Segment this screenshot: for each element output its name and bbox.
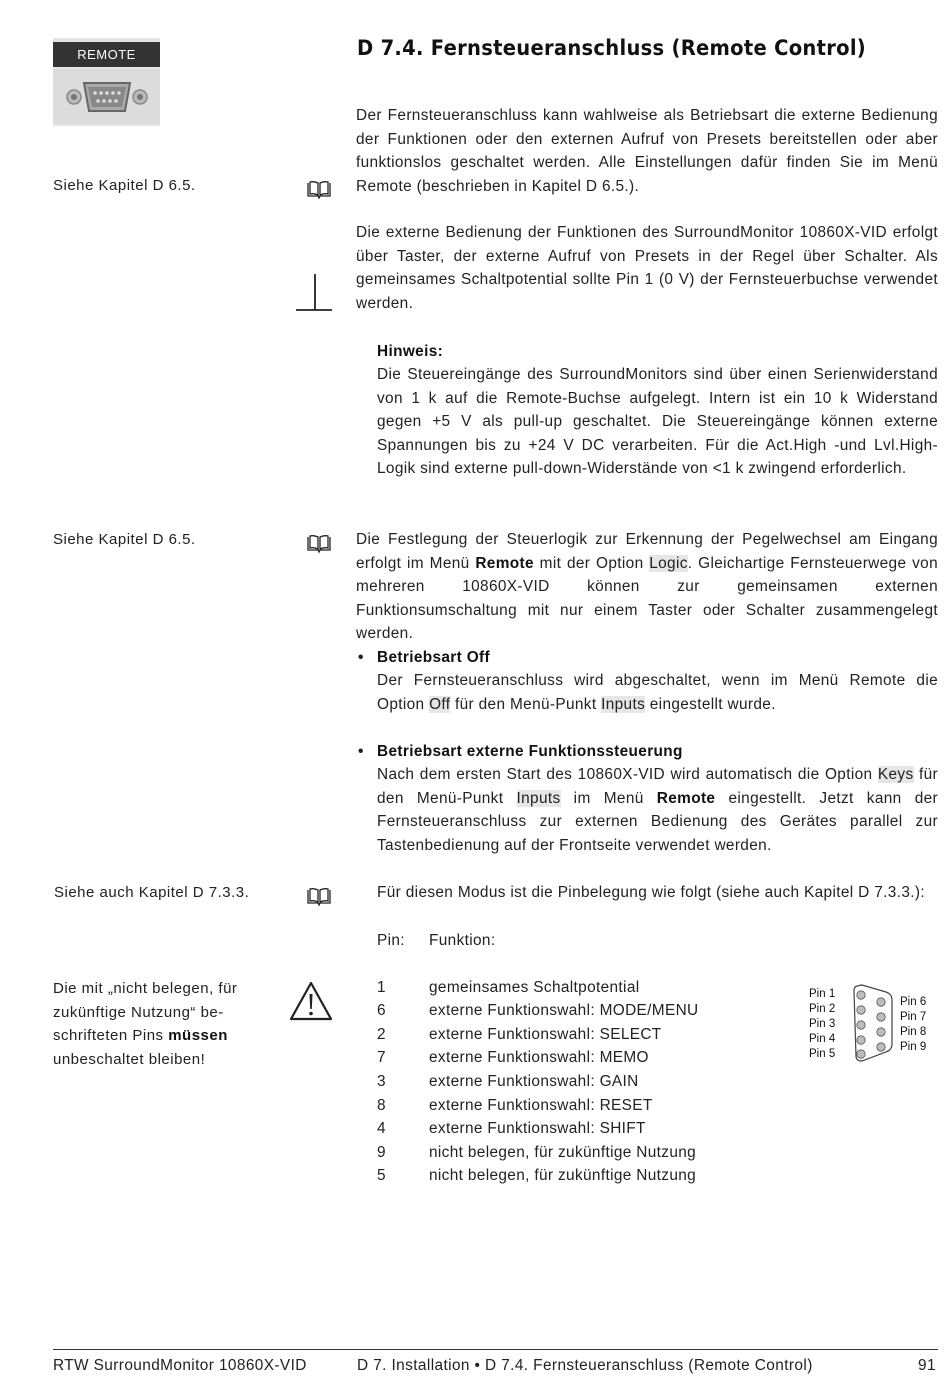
menu-option-keys: Keys	[877, 766, 914, 783]
menu-item-inputs: Inputs	[601, 695, 646, 713]
pin-row: 7 externe Funktionswahl: MEMO	[377, 1049, 649, 1066]
book-icon	[306, 887, 332, 907]
connector-left-pin-labels: Pin 1 Pin 2 Pin 3 Pin 4 Pin 5	[809, 988, 836, 1060]
pin-row: 8 externe Funktionswahl: RESET	[377, 1097, 653, 1114]
bullet-marker: •	[358, 743, 364, 760]
footer-rule	[53, 1349, 938, 1350]
intro-paragraph: Der Fernsteueranschluss kann wahlweise als Betriebsart die externe Bedienung der Funktionen oder den externen Aufruf von Presets bereitstellen oder aber funktionslos geschaltet werden. Alle Einstellungen dafür finden Sie im Menü Remote (beschrieben in Kapitel D 6.5.).	[356, 107, 938, 195]
book-icon	[306, 534, 332, 554]
pin-row: 3 externe Funktionswahl: GAIN	[377, 1073, 639, 1090]
bullet-heading: Betriebsart Off	[377, 649, 491, 666]
db9-connector-icon	[850, 982, 896, 1065]
bullet-marker: •	[358, 649, 364, 666]
page-title: D 7.4. Fernsteueranschluss (Remote Control)	[357, 36, 867, 60]
function-column-header: Funktion:	[429, 932, 496, 949]
logic-paragraph: Die Festlegung der Steuerlogik zur Erkennung der Pegelwechsel am Eingang erfolgt im Menü Remote mit der Option Logic. Gleichartige Fernsteuerwege von mehreren 10860X-VID können zur gemeinsamen externen Funktionsumschaltung mit nur einem Taster oder Schalter zusammengelegt werden.	[356, 531, 938, 642]
warning-triangle-icon	[288, 980, 334, 1022]
bullet-heading: Betriebsart externe Funktionssteuerung	[377, 743, 683, 760]
note-heading: Hinweis:	[377, 343, 444, 360]
footer-product: RTW SurroundMonitor 10860X-VID	[53, 1357, 307, 1374]
menu-option-logic: Logic	[649, 554, 688, 572]
bullet-text: Nach dem ersten Start des 10860X-VID wird automatisch die Option Keys für den Menü-Punkt Inputs im Menü Remote eingestellt. Jetzt kann der Fernsteueranschluss zur externen Bedienung des Gerätes parallel zur Tastenbedienung auf der Frontseite verwendet werden.	[377, 766, 939, 854]
pin-row: 6 externe Funktionswahl: MODE/MENU	[377, 1002, 699, 1019]
pin-table-header	[377, 929, 737, 953]
connector-right-pin-labels: Pin 6 Pin 7 Pin 8 Pin 9	[900, 996, 927, 1053]
page-number: 91	[918, 1357, 936, 1374]
pin-row: 5 nicht belegen, für zukünftige Nutzung	[377, 1167, 697, 1184]
pin-assignment-intro: Für diesen Modus ist die Pinbelegung wie folgt (siehe auch Kapitel D 7.3.3.):	[377, 884, 925, 901]
book-icon	[306, 180, 332, 200]
menu-item-inputs: Inputs	[516, 789, 561, 807]
pin-column-header: Pin:	[377, 932, 405, 949]
pin-row: 1 gemeinsames Schaltpotential	[377, 979, 640, 996]
pin-row: 4 externe Funktionswahl: SHIFT	[377, 1120, 646, 1137]
pin-row: 9 nicht belegen, für zukünftige Nutzung	[377, 1144, 697, 1161]
menu-option-off: Off	[429, 695, 451, 713]
remote-connector-image	[53, 38, 160, 126]
note-text: Die Steuereingänge des SurroundMonitors sind über einen Serienwiderstand von 1 k auf die Remote-Buchse aufgelegt. Intern ist ein 10 k Widerstand gegen +5 V als pull-up geschaltet. Die Steuereingänge können externe Spannungen bis zu +24 V DC verarbeiten. Für die Act.High -und Lvl.High-Logik sind externe pull-down-Widerstände von <1 k zwingend erforderlich.	[377, 366, 938, 477]
footer-section: D 7. Installation • D 7.4. Fernsteueranschluss (Remote Control)	[357, 1357, 813, 1374]
db9-connector-icon	[53, 69, 160, 124]
ground-symbol-icon	[295, 272, 333, 314]
warning-note: Die mit „nicht belegen, für zukünftige Nutzung“ be- schrifteten Pins müssen unbeschaltet bleiben!	[53, 980, 238, 1068]
pin-row: 2 externe Funktionswahl: SELECT	[377, 1026, 662, 1043]
sidebar-reference: Siehe auch Kapitel D 7.3.3.	[54, 884, 250, 901]
remote-label-bar: REMOTE	[53, 42, 160, 67]
sidebar-reference: Siehe Kapitel D 6.5.	[53, 177, 196, 194]
bullet-text: Der Fernsteueranschluss wird abgeschaltet, wenn im Menü Remote die Option Off für den Menü-Punkt Inputs eingestellt wurde.	[377, 672, 938, 713]
sidebar-reference: Siehe Kapitel D 6.5.	[53, 531, 196, 548]
external-control-paragraph: Die externe Bedienung der Funktionen des SurroundMonitor 10860X-VID erfolgt über Taster, der externe Aufruf von Presets in der Regel über Schalter. Als gemeinsames Schaltpotential sollte Pin 1 (0 V) der Fernsteuerbuchse verwendet werden.	[356, 224, 938, 312]
